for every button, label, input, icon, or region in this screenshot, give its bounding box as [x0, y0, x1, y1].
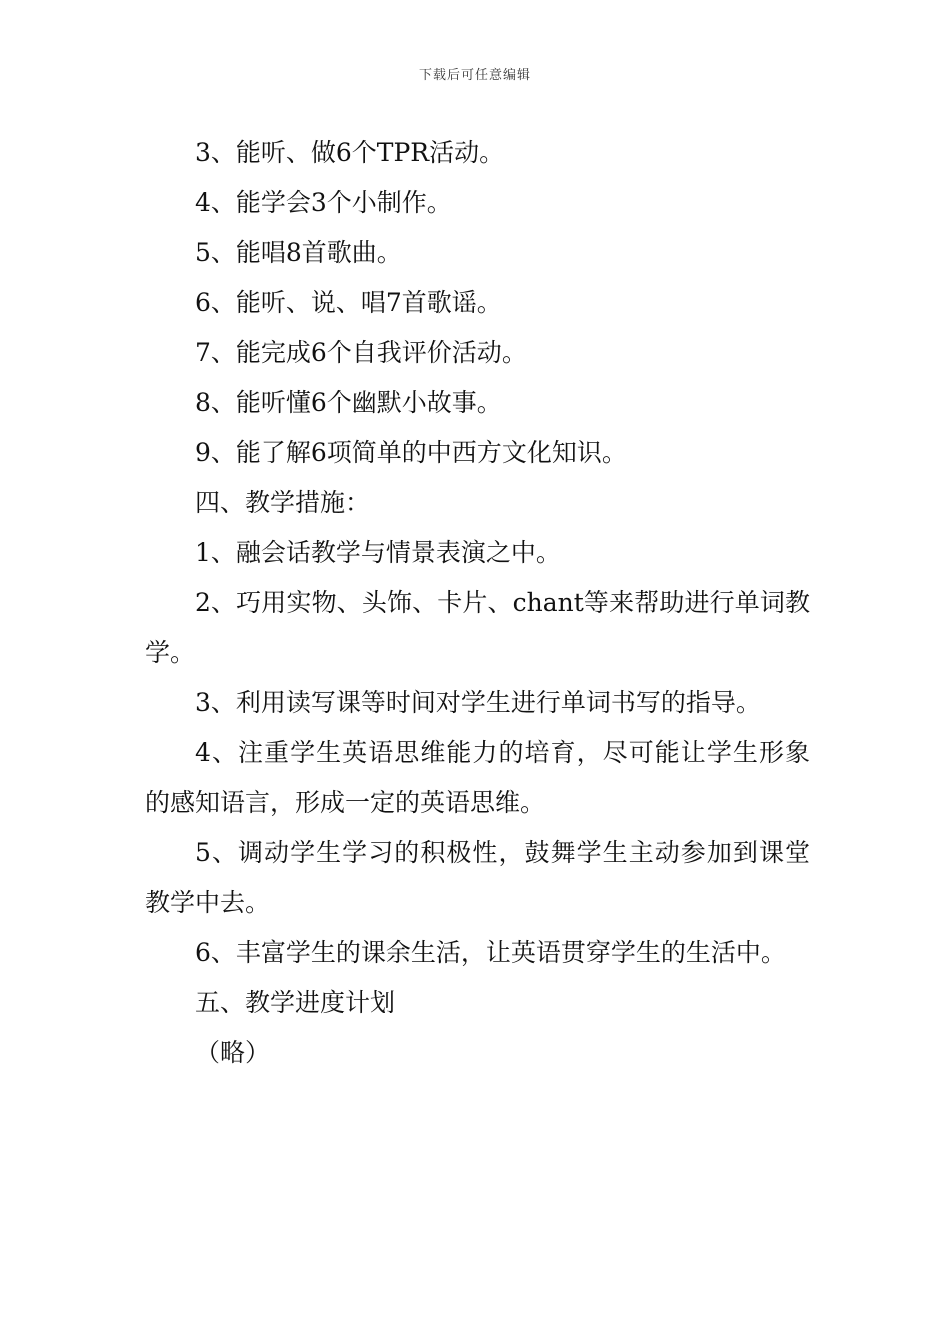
paragraph: 4、注重学生英语思维能力的培育，尽可能让学生形象的感知语言，形成一定的英语思维。 — [145, 738, 810, 817]
paragraph: 5、能唱8首歌曲。 — [195, 238, 402, 267]
paragraph: 7、能完成6个自我评价活动。 — [195, 338, 527, 367]
paragraph: 1、融会话教学与情景表演之中。 — [195, 538, 561, 567]
paragraph: 3、利用读写课等时间对学生进行单词书写的指导。 — [195, 688, 761, 717]
section-heading: 五、教学进度计划 — [195, 988, 396, 1017]
paragraph: 4、能学会3个小制作。 — [195, 188, 452, 217]
paragraph: 3、能听、做6个TPR活动。 — [195, 138, 505, 167]
paragraph: 6、能听、说、唱7首歌谣。 — [195, 288, 502, 317]
section-heading: 四、教学措施： — [195, 488, 371, 517]
paragraph: 2、巧用实物、头饰、卡片、chant等来帮助进行单词教学。 — [145, 588, 810, 667]
paragraph: 6、丰富学生的课余生活，让英语贯穿学生的生活中。 — [195, 938, 786, 967]
page-header-note: 下载后可任意编辑 — [418, 68, 531, 83]
paragraph: 8、能听懂6个幽默小故事。 — [195, 388, 502, 417]
paragraph: （略） — [195, 1038, 271, 1067]
document-body — [145, 128, 810, 1078]
paragraph: 9、能了解6项简单的中西方文化知识。 — [195, 438, 627, 467]
paragraph: 5、调动学生学习的积极性，鼓舞学生主动参加到课堂教学中去。 — [145, 838, 810, 917]
